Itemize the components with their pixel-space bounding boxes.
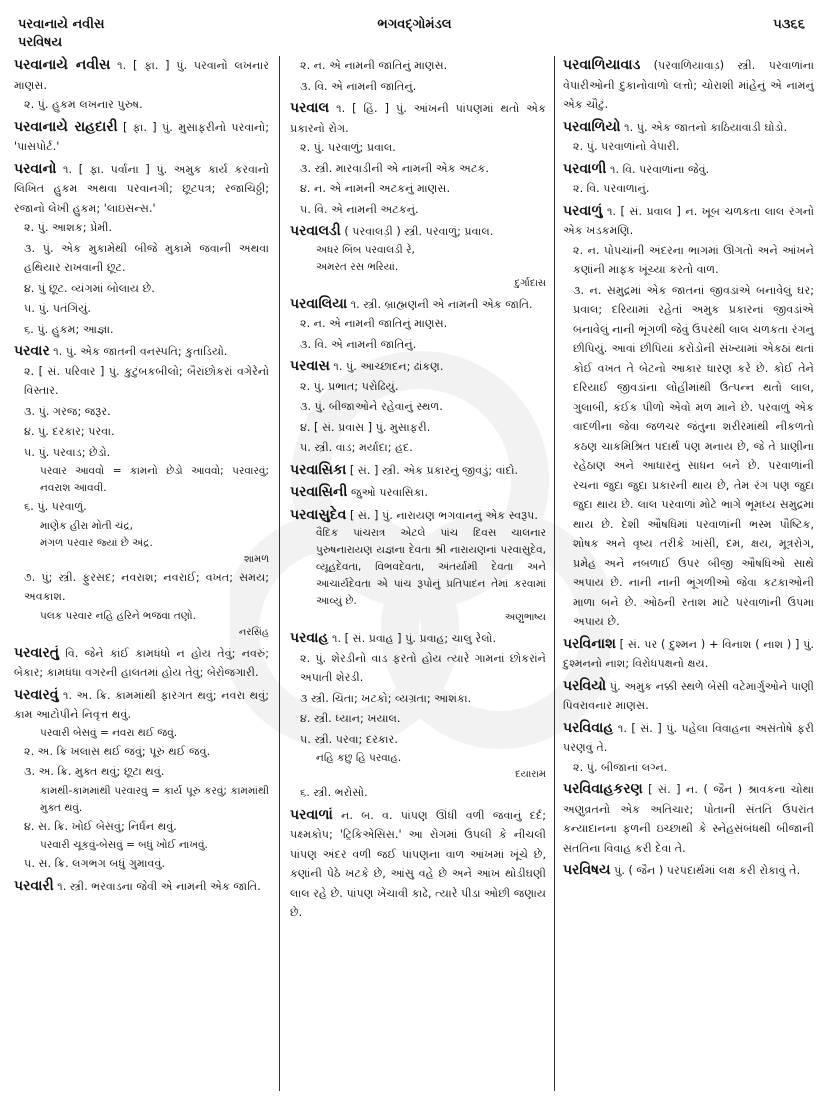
- entry-definition: [14, 877, 269, 897]
- sense-line: ૪. પું છૂટ. વ્યંગમાં બોલાય છે.: [24, 281, 155, 295]
- column-2: [280, 56, 555, 1091]
- entry-headword: પરવાલિયા: [290, 295, 348, 312]
- definition-text: ૧. સ્ત્રી. બ્રાહ્મણની એ નામની એક જાતિ.: [350, 297, 533, 311]
- sense-line: ૨. વિ. પરવાળાનું.: [573, 182, 650, 195]
- quotation: નહિ કછુ હિ પરવાહ.: [316, 752, 402, 764]
- definition-text: ૧. પું. એક જાતની વનસ્પતિ; કુતાડિયો.: [53, 345, 228, 358]
- entry-headword: પરવાસ: [290, 358, 330, 374]
- definition-text: ૧. [ હિં. ] પું. આંખની પાંપણમાં થતો એક પ્રકારનો રોગ.: [290, 102, 547, 135]
- entry-headword: પરવાહ: [290, 630, 329, 646]
- entry-definition: [563, 202, 814, 241]
- sense-line: ૩. પું. એક મુકામેથી બીજે મુકામે જવાની અથવા હથિયાર રાખવાની છૂટ.: [24, 241, 269, 274]
- sense-line: ૩. વિ. એ નામની જાતિનું.: [300, 79, 417, 93]
- dictionary-entry: [14, 118, 269, 157]
- quotation: વૈદિક પાંચરાત્ર એટલે પાંચ દિવસ ચાલનાર પુરુષનારાયણ યજ્ઞના દેવતા શ્રી નારાયણનાં પરવાસુદેવ, વ્યૂહદેવતા, વિભવદેવતા, અંતર્યામી દેવતા અને આચાર્યદેવતા એ પાંચ રૂપોનું પ્રતિપાદન તેમાં કરવામાં આવ્યું છે.: [316, 527, 546, 607]
- quotation-source: દુર્ગાદાસ: [514, 277, 546, 289]
- sense-line: ૪. સ્ત્રી. ધ્યાન; ખયાલ.: [300, 712, 401, 725]
- dictionary-entry: [290, 806, 546, 923]
- sense-line: ૫. સ. ક્રિ. લગભગ બધું ગુમાવવું.: [24, 857, 166, 870]
- dictionary-entry: [14, 686, 269, 874]
- quotation: પરવારી ચૂકવું-બેસવું = બધું ખોઈ નાખવું.: [40, 839, 208, 851]
- entry-headword: પરવાળું: [563, 202, 603, 219]
- entry-headword: પરવાળાં: [290, 806, 333, 823]
- entry-headword: પરવારતું: [14, 644, 59, 661]
- sense-line: ૩. વિ. એ નામની જાતિનું.: [300, 337, 417, 351]
- sense-line: ૫. સ્ત્રી. પરવા; દરકાર.: [300, 732, 398, 746]
- entry-headword: પરવાર: [14, 343, 50, 359]
- sense-line: ૩. સ્ત્રી. મારવાડીની એ નામની એક અટક.: [300, 161, 489, 175]
- entry-definition: [290, 629, 546, 649]
- definition-text: [ ફા. ] પું. મુસાફરીનો પરવાનો; 'પાસપોર્ટ.': [14, 120, 269, 153]
- definition-text: ૧. પું. આચ્છાદન; ઢાંકણ.: [333, 360, 444, 373]
- dictionary-entry: [563, 56, 814, 115]
- entry-definition: [563, 780, 814, 858]
- entry-definition: [563, 719, 814, 758]
- entry-definition: [290, 461, 546, 481]
- quotation-source: અણુભાષ્ય: [504, 612, 546, 623]
- dictionary-entry: [563, 202, 814, 632]
- sense-line: ૨. પું. પરવાળું; પ્રવાલ.: [300, 141, 396, 154]
- entry-definition: [290, 806, 546, 923]
- page-header: [18, 16, 811, 56]
- definition-text: [ સં. ] ન. ( જૈન ) શ્રાવકના ચોથા અણુવ્રતનો એક અતિચાર; પોતાની સંતતિ ઉપરાંત કન્યાદાનના ફળની ઇચ્છાથી કે સ્નેહસંબંધથી બીજાની સંતતિના વિવાહ કરી દેવા તે.: [563, 783, 814, 855]
- dictionary-entry: [290, 99, 546, 219]
- definition-text: ૧. [ ફા. પર્વાના ] પું. અમુક કાર્ય કરવાનો લિખિત હુકમ અથવા પરવાનગી; છૂટપત્ર; રજાચિઠ્ઠી; રજાનો લેખી હુકમ; 'લાઇસન્સ.': [14, 162, 269, 215]
- sense-line: ૪. પું. દરકાર; પરવા.: [24, 425, 115, 438]
- sense-line: ૨. [ સં. પરિવાર ] પું. કુટુંબકબીલો; બૈરાંછોકરાં વગેરેનો વિસ્તાર.: [24, 364, 269, 397]
- definition-text: જુઓ પરવાસિકા.: [350, 486, 428, 499]
- dictionary-entry: [290, 461, 546, 481]
- entry-headword: પરવાનો: [14, 160, 57, 177]
- quotation-source: નરસિંહ: [238, 626, 269, 638]
- sense-line: ૫. સ્ત્રી. વાડ; મર્યાદા; હદ.: [300, 441, 413, 454]
- sense-line: ૨. અ. ક્રિ ખલાસ થઈ જવું; પૂરું થઈ જવું.: [24, 744, 211, 758]
- definition-text: ૧. [ ફા. ] પું. પરવાનો લખનાર માણસ.: [14, 59, 270, 92]
- sense-line: ૨. ન. એ નામની જાતિનું માણસ.: [300, 317, 448, 330]
- sense-line: ૭. પું; સ્ત્રી. ફુરસદ; નવરાશ; નવરાઈ; વખત; સમય; અવકાશ.: [24, 570, 269, 603]
- dictionary-entry: [14, 160, 269, 340]
- sense-line: ૫. વિ. એ નામની અટકનું.: [300, 202, 419, 216]
- entry-definition: [563, 677, 814, 716]
- dictionary-entry: [290, 506, 546, 627]
- entry-headword: પરવાલ: [290, 100, 330, 116]
- definition-text: (પરવાળિયાવાડ઼) સ્ત્રી. પરવાળાંના વેપારીઓની દુકાનોવાળો લત્તો; ચોરાશી માંહેનું એ નામનું એક ચૌટું.: [563, 59, 814, 111]
- entry-definition: [563, 118, 814, 138]
- dictionary-entry: [14, 342, 269, 641]
- sense-line: ૩. પું. બીજાઓને રહેવાનું સ્થળ.: [300, 400, 443, 413]
- sense-line: ૨. પું. બીજાનાં લગ્ન.: [573, 760, 668, 774]
- entry-definition: [563, 635, 814, 674]
- quotation: પલક પરવાર નહિ હરિને ભજવા તણો.: [40, 609, 196, 622]
- entry-headword: પરવાળી: [563, 160, 607, 177]
- column-1: [14, 56, 280, 1091]
- entry-headword: પરવિવાહ: [563, 719, 614, 736]
- definition-text: ૧. પું. એક જાતનો કાઠિયાવાડી ઘોડો.: [624, 120, 788, 134]
- dictionary-entry: [563, 780, 814, 858]
- entry-headword: પરવિયો: [563, 677, 607, 694]
- dictionary-entry: [14, 877, 269, 897]
- entry-headword: પરવારી: [14, 877, 54, 894]
- entry-headword: પરવાળિયાવાડ: [563, 57, 641, 73]
- entry-definition: [563, 861, 814, 881]
- entry-definition: [14, 160, 269, 219]
- dictionary-entry: [14, 56, 269, 115]
- dictionary-entry: [563, 719, 814, 778]
- entry-definition: [290, 99, 546, 138]
- entry-headword: પરવારવું: [14, 686, 59, 703]
- dictionary-entry: [563, 160, 814, 199]
- sense-line: ૨. પું. પરવાળાંનો વેપારી.: [573, 140, 680, 153]
- quotation: પરવાર આવવો = કામનો છેડો આવવો; પરવારવું; નવરાશ આવવી.: [40, 465, 269, 494]
- sense-line: ૩. પું. ગરજ; જરૂર.: [24, 404, 111, 418]
- dictionary-entry: [563, 677, 814, 716]
- column-3: [555, 56, 814, 1091]
- definition-text: [ સં. ] પું. નારાયણ ભગવાનનું એક સ્વરૂપ.: [349, 508, 538, 522]
- sense-line: ૪. સ. ક્રિ. ખોઈ બેસવું; નિર્ધન થવું.: [24, 819, 177, 833]
- dictionary-entry: [290, 629, 546, 803]
- dictionary-entry: [290, 56, 546, 96]
- sense-line: ૫. પું. પતંગિયું.: [24, 302, 91, 315]
- entry-headword: પરવાલડી: [290, 223, 341, 239]
- quotation: અધર બિંબ પરવાલડી રે,: [316, 243, 415, 256]
- sense-line: ૨. પું. પ્રભાત; પરોઢિયું.: [300, 379, 399, 393]
- guide-word-first: પરવાનાયે નવીસ: [18, 17, 105, 32]
- dictionary-entry: [290, 222, 546, 292]
- entry-definition: [14, 342, 269, 362]
- sense-line: ૫. પું. પરવાડ; છેડો.: [24, 445, 111, 459]
- entry-headword: પરવાસુદેવ: [290, 506, 347, 523]
- entry-headword: પરવિષય: [563, 862, 611, 878]
- sense-line: ૩. ન. સમુદ્રમાં એક જાતનાં જીવડાંએ બનાવેલું ઘર; પ્રવાલ; દરિયામાં રહેતાં અમુક પ્રકારનાં જીવડાંએ બનાવેલું નાની ભૂંગળી જેવું ઉપરથી લાલ ચળકતા રંગનું છીપિયું. આવાં છીપિયાં કરોડોની સંખ્યામાં એકઠાં થતાં કોઈ વખત તે બેટનો આકાર ધારણ કરે છે. કોઈ તેને દરિયાઈ જીવડાંના લોહીમાંથી ઉત્પન્ન થતો લાલ, ગુલાબી, કંઈક પીળો એવો મળ માને છે. પરવાળું એક વાદળીના જેવા જળચર જંતુના શરીરમાંથી નીકળતો કઠણ ચાકમિશ્રિત પદાર્થ પણ મનાય છે, જે તે પ્રાણીના રહેઠાણ અને આધારનું સાધન બને છે. પરવાળાંની રચના જુદા જુદા પ્રકારની થાય છે, તેમ રંગ પણ જુદા જુદા થાય છે. લાલ પરવાળાં મોટે ભાગે ભૂમધ્ય સમુદ્રમાં થાય છે. દેશી ઔષધિમાં પરવાળાંની ભસ્મ પૌષ્ટિક, શોષક અને વૃષ્ય તરીકે ખાંસી, દમ, ક્ષય, મૂત્રરોગ, પ્રમેહ અને નબળાઈ ઉપર બીજી ઔષધિઓ સાથે અપાય છે. નાની નાની ભૂંગળીઓ જેવા કટકાઓની માળા બને છે. ઓઠની રતાશ માટે પરવાળાંની ઉપમા અપાય છે.: [573, 283, 814, 628]
- sense-line: ૨. ન. પોપચાંની અંદરના ભાગમાં ઊગતો અને આંખને કણાંની માફક ખૂંચ્યા કરતો વાળ.: [573, 243, 814, 276]
- definition-text: [ સં. ] સ્ત્રી. એક પ્રકારનું જીવડું; વાંદો.: [349, 463, 519, 477]
- definition-text: ૧. [ સં. ] પું. પહેલા વિવાહના અસંતોષે ફરી પરણવું તે.: [563, 721, 814, 754]
- sense-line: ૨. પું. હુકમ લખનાર પુરુષ.: [24, 98, 143, 111]
- dictionary-entry: [290, 357, 546, 458]
- entry-definition: [563, 56, 814, 115]
- entry-headword: પરવાસિની: [290, 484, 348, 500]
- entry-definition: [290, 357, 546, 377]
- entry-definition: [14, 686, 269, 725]
- entry-definition: [290, 483, 546, 503]
- sense-line: ૨. પું. આશક; પ્રેમી.: [24, 221, 113, 234]
- entry-definition: [14, 56, 269, 95]
- entry-definition: [290, 506, 546, 526]
- sense-line: ૬. પું. પરવાળું.: [24, 500, 87, 513]
- quotation: પરવારી બેસવું = નવરા થઈ જવું.: [40, 726, 178, 739]
- entry-headword: પરવાસિકા: [290, 461, 347, 478]
- guide-word-last: પરવિષય: [18, 35, 63, 50]
- entry-headword: પરવિનાશ: [563, 635, 616, 652]
- dictionary-columns: [14, 56, 814, 1091]
- entry-definition: [290, 295, 546, 315]
- entry-headword: પરવાનાયે નવીસ: [14, 57, 111, 73]
- entry-headword: પરવાળિયો: [563, 118, 621, 135]
- entry-definition: [14, 644, 269, 683]
- entry-headword: પરવાનાયે રાહદારી: [14, 118, 118, 135]
- sense-line: ૬. પું. હુકમ; આજ્ઞા.: [24, 322, 114, 336]
- definition-text: ૧. [ સં. પ્રવાલ ] ન. ખૂબ ચળકતા લાલ રંગનો એક ખડકમણિ.: [563, 204, 814, 237]
- dictionary-entry: [290, 295, 546, 355]
- sense-line: ૪. ન. એ નામની અટકનું માણસ.: [300, 182, 451, 195]
- entry-definition: [14, 118, 269, 157]
- entry-headword: પરવિવાહકરણ: [563, 781, 643, 797]
- sense-line: ૨. ન. એ નામની જાતિનું માણસ.: [300, 59, 448, 72]
- sense-line: ૩ સ્ત્રી. ચિંતા; ખટકો; વ્યગ્રતા; આશંકા.: [300, 691, 472, 705]
- quotation-source: શામળ: [243, 553, 269, 565]
- entry-definition: [563, 160, 814, 180]
- sense-line: ૪. [ સં. પ્રવાસ ] પું. મુસાફરી.: [300, 420, 431, 434]
- sense-line: ૨. પું. શેરડીનો વાડ ફરતો હોય ત્યારે ગામનાં છોકરાંને અપાતી શેરડી.: [300, 651, 546, 684]
- quotation: અમરત રસ ભરિયાં.: [316, 260, 399, 273]
- page-number: ૫૩૬૬: [773, 17, 805, 32]
- dictionary-entry: [563, 635, 814, 674]
- definition-text: પું. અમુક નક્કી સ્થળે બેસી વટેમાર્ગુઓને પાણી પિવરાવનાર માણસ.: [563, 679, 814, 712]
- definition-text: ૧. વિ. પરવાળાંના જેવું.: [609, 162, 710, 176]
- quotation: માણેક હીરા મોતી ચંદ્ર,: [40, 519, 133, 532]
- definition-text: પું. ( જૈન ) પરપદાર્થમાં લક્ષ કરી રોકાવું તે.: [614, 864, 801, 877]
- quotation: મંગળ પરવાર જ્યાં છે અંદ્ર.: [40, 536, 153, 549]
- definition-text: [ સં. પર ( દુશ્મન ) + વિનાશ ( નાશ ) ] પું. દુશ્મનનો નાશ; વિરોધપક્ષનો ક્ષય.: [563, 637, 814, 670]
- dictionary-entry: [563, 861, 814, 881]
- dictionary-entry: [14, 644, 269, 683]
- definition-text: ૧. [ સં. પ્રવાહ ] પું. પ્રવાહ; ચાલુ રેલો.: [332, 632, 497, 645]
- dictionary-entry: [563, 118, 814, 157]
- definition-text: વિ. જેને કાંઈ કામધંધો ન હોય તેવું; નવરું; બેકાર; કામધંધા વગરની હાલતમાં હોય તેવું; બેરોજગારી.: [14, 646, 269, 679]
- sense-line: ૬. સ્ત્રી. ભરોસો.: [300, 786, 368, 799]
- definition-text: ન. બ. વ. પાંપણ ઊંધી વળી જવાનું દર્દ; પક્ષ્મકોપ; 'ટ્રિકિએસિસ.' આ રોગમાં ઉપલી કે નીચલી પાંપણ અંદર વળી જઈ પાંપણના વાળ આંખમાં ખૂંચે છે, કણાંની પેઠે ખટકે છે, આંસુ વહે છે અને આંખ થોડીઘણી લાલ રહે છે. પાંપણ ખેંચાવી કાઢે, ત્યારે પીડા ઓછી જણાય છે.: [290, 808, 546, 919]
- definition-text: ૧. અ. ક્રિ. કામમાંથી ફારગત થવું; નવરા થવું; કામ આટોપીને નિવૃત્ત થવું.: [14, 688, 269, 721]
- quotation-source: દયારામ: [515, 769, 546, 780]
- quotation: કામથી-કામમાંથી પરવારવું = કાર્ય પૂરું કરવું; કામમાંથી મુક્ત થવું.: [40, 784, 269, 814]
- running-title: ભગવદ્ગોમંડલ: [377, 17, 452, 32]
- definition-text: ૧. સ્ત્રી. ભરવાડના જેવી એ નામની એક જાતિ.: [57, 879, 261, 893]
- dictionary-entry: [290, 483, 546, 503]
- sense-line: ૩. અ. ક્રિ. મુક્ત થવું; છૂટા થવું.: [24, 765, 165, 778]
- entry-definition: [290, 222, 546, 242]
- definition-text: ( પરવાલડ઼ી ) સ્ત્રી. પરવાળું; પ્રવાલ.: [344, 225, 494, 238]
